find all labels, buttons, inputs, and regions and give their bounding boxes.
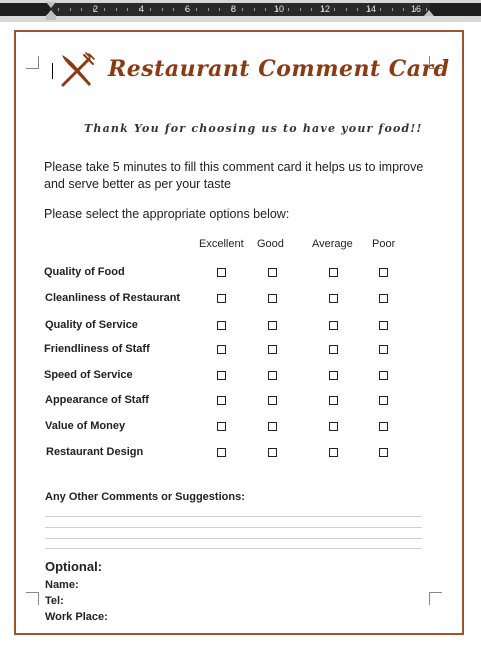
ruler-tick [219,8,220,11]
horizontal-ruler[interactable] [0,0,481,22]
rating-checkbox-excellent[interactable] [217,371,226,380]
rating-checkbox-poor[interactable] [379,371,388,380]
optional-heading: Optional: [45,559,103,574]
ruler-number: 8 [231,4,237,14]
margin-corner-mark [26,592,39,605]
rating-checkbox-average[interactable] [329,321,338,330]
column-header-good: Good [257,238,284,250]
rating-row-label: Appearance of Staff [45,394,149,406]
ruler-tick [254,8,255,11]
tel-field-label: Tel: [45,595,64,607]
ruler-tick [357,8,358,11]
ruler-tick [392,8,393,11]
rating-row-label: Restaurant Design [46,446,144,458]
card-title: Restaurant Comment Card [108,56,450,82]
margin-corner-mark [429,592,442,605]
rating-checkbox-poor[interactable] [379,294,388,303]
name-field-label: Name: [45,579,79,591]
ruler-number: 2 [93,4,99,14]
ruler-number: 16 [411,4,422,14]
rating-checkbox-good[interactable] [268,345,277,354]
column-header-poor: Poor [372,238,396,250]
ruler-tick [334,8,335,11]
ruler-tick [70,8,71,11]
fork-knife-icon [58,52,96,88]
comment-line[interactable] [45,548,422,549]
ruler-tick [127,8,128,11]
rating-checkbox-poor[interactable] [379,321,388,330]
rating-checkbox-excellent[interactable] [217,294,226,303]
rating-checkbox-good[interactable] [268,396,277,405]
rating-checkbox-average[interactable] [329,294,338,303]
rating-checkbox-average[interactable] [329,345,338,354]
comment-line[interactable] [45,538,422,539]
ruler-tick [403,8,404,11]
left-indent-marker[interactable] [46,15,56,20]
rating-checkbox-poor[interactable] [379,345,388,354]
first-line-indent-marker[interactable] [46,2,56,8]
rating-checkbox-poor[interactable] [379,448,388,457]
rating-checkbox-good[interactable] [268,422,277,431]
ruler-tick [380,8,381,11]
comments-label: Any Other Comments or Suggestions: [45,491,245,503]
rating-checkbox-poor[interactable] [379,396,388,405]
rating-checkbox-good[interactable] [268,371,277,380]
comment-card-border [14,30,464,635]
ruler-tick [196,8,197,11]
rating-checkbox-excellent[interactable] [217,448,226,457]
workplace-field-label: Work Place: [45,611,108,623]
ruler-number: 12 [320,4,331,14]
rating-checkbox-good[interactable] [268,448,277,457]
rating-checkbox-good[interactable] [268,321,277,330]
margin-corner-mark [26,56,39,69]
rating-row-label: Quality of Food [44,266,125,278]
ruler-tick [173,8,174,11]
ruler-tick [162,8,163,11]
ruler-number: 4 [139,4,145,14]
comment-line[interactable] [45,516,422,517]
ruler-tick [265,8,266,11]
rating-checkbox-excellent[interactable] [217,268,226,277]
ruler-tick [288,8,289,11]
right-indent-marker[interactable] [424,10,434,16]
rating-checkbox-average[interactable] [329,448,338,457]
ruler-tick [58,8,59,11]
ruler-number: 6 [185,4,191,14]
rating-checkbox-good[interactable] [268,268,277,277]
rating-checkbox-poor[interactable] [379,422,388,431]
rating-checkbox-average[interactable] [329,268,338,277]
ruler-tick [150,8,151,11]
ruler-tick [242,8,243,11]
intro-text: Please take 5 minutes to fill this comment card it helps us to improve and serve better as per your taste [44,160,424,191]
column-header-average: Average [312,238,353,250]
ruler-tick [300,8,301,11]
rating-checkbox-average[interactable] [329,371,338,380]
comment-line[interactable] [45,527,422,528]
select-prompt: Please select the appropriate options below: [44,207,290,221]
rating-row-label: Quality of Service [45,319,138,331]
rating-row-label: Speed of Service [44,369,133,381]
text-cursor [52,63,53,79]
ruler-tick [346,8,347,11]
rating-row-label: Value of Money [45,420,126,432]
ruler-tick [116,8,117,11]
rating-checkbox-excellent[interactable] [217,345,226,354]
rating-checkbox-average[interactable] [329,422,338,431]
ruler-tick [208,8,209,11]
rating-checkbox-excellent[interactable] [217,321,226,330]
rating-row-label: Cleanliness of Restaurant [45,292,181,304]
rating-checkbox-average[interactable] [329,396,338,405]
ruler-tick [104,8,105,11]
rating-checkbox-excellent[interactable] [217,396,226,405]
ruler-number: 14 [366,4,377,14]
ruler-tick [311,8,312,11]
rating-checkbox-good[interactable] [268,294,277,303]
rating-checkbox-excellent[interactable] [217,422,226,431]
rating-checkbox-poor[interactable] [379,268,388,277]
tagline: Thank You for choosing us to have your food!! [84,122,423,135]
ruler-number: 10 [274,4,285,14]
column-header-excellent: Excellent [199,238,244,250]
rating-row-label: Friendliness of Staff [44,343,150,355]
ruler-tick [81,8,82,11]
